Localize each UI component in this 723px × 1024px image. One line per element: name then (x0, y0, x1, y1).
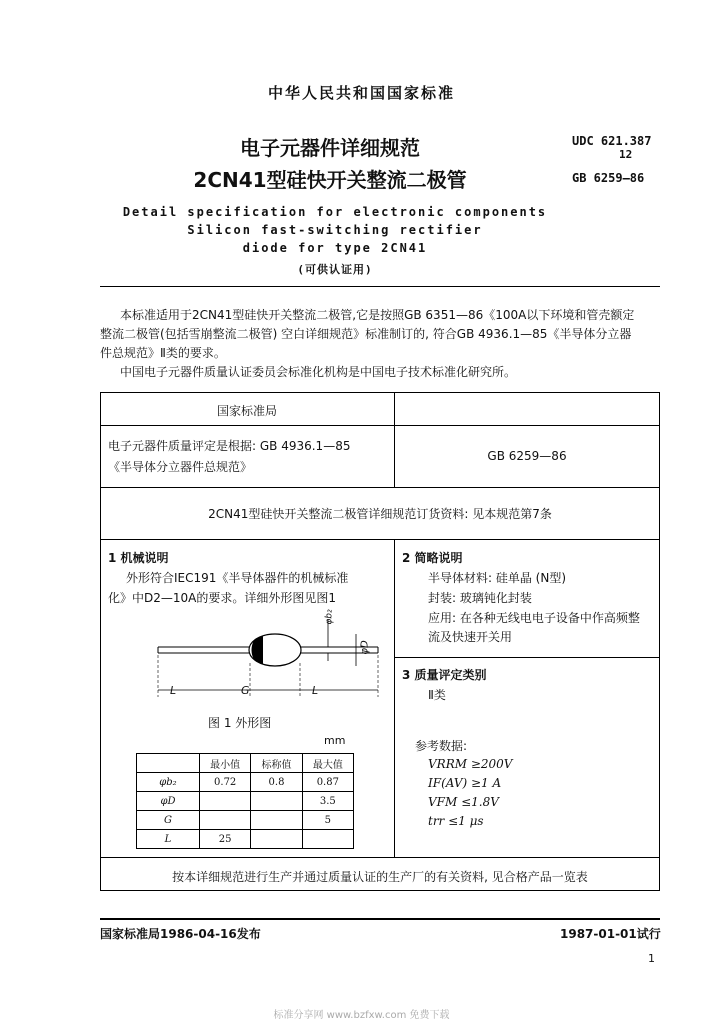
issued-date: 国家标准局1986-04-16发布 (100, 927, 261, 941)
section3-category: Ⅱ类 (428, 688, 446, 702)
basis-line-2: 《半导体分立器件总规范》 (108, 460, 253, 474)
section2-line3: 应用: 在各种无线电电子设备中作高频整 (428, 611, 640, 625)
table-cell: 0.8 (251, 773, 302, 792)
table-cell: 0.87 (302, 773, 353, 792)
row-divider (100, 857, 660, 858)
basis-line-1: 电子元器件质量评定是根据: GB 4936.1—85 (108, 439, 351, 453)
row-divider (100, 539, 660, 540)
section2-heading: 2 简略说明 (402, 551, 463, 565)
column-divider (394, 392, 395, 487)
table-row (137, 830, 354, 849)
table-cell: φb₂ (137, 773, 200, 792)
table-header-cell: 最大值 (302, 754, 353, 773)
section1-heading: 1 机械说明 (108, 551, 169, 565)
dim-label-l-left: L (170, 684, 177, 697)
udc-code-suffix: 12 (619, 148, 633, 161)
table-cell (251, 830, 302, 849)
table-header-cell: 最小值 (200, 754, 251, 773)
english-title-line2: Silicon fast-switching rectifier (187, 223, 483, 237)
section2-line4: 流及快速开关用 (428, 630, 513, 644)
table-cell (200, 811, 251, 830)
dim-label-phi-b: φb₂ (324, 609, 335, 625)
gb-reference-cell: GB 6259—86 (487, 449, 567, 463)
table-cell: 25 (200, 830, 251, 849)
table-cell: 0.72 (200, 773, 251, 792)
section2-line1: 半导体材料: 硅单晶 (N型) (428, 571, 567, 585)
row-divider (100, 425, 660, 426)
header-rule (100, 286, 660, 287)
dim-label-phi-d: φD (359, 640, 371, 655)
table-cell: φD (137, 792, 200, 811)
reference-heading: 参考数据: (415, 739, 468, 753)
section2-line2: 封装: 玻璃钝化封装 (428, 591, 532, 605)
order-info: 2CN41型硅快开关整流二极管详细规范订货资料: 见本规范第7条 (208, 507, 552, 521)
row-divider (100, 487, 660, 488)
figure-caption: 图 1 外形图 (208, 716, 272, 730)
table-header-cell (137, 754, 200, 773)
section1-text-line2: 化》中D2—10A的要求。详细外形图见图1 (108, 591, 336, 605)
dim-label-g: G (241, 684, 250, 697)
table-cell (200, 792, 251, 811)
column-divider (394, 539, 395, 857)
intro-line-3: 件总规范》Ⅱ类的要求。 (100, 346, 226, 360)
footer-rule (100, 918, 660, 920)
dim-label-l-right: L (312, 684, 319, 697)
reference-trr: trr ≤1 μs (428, 814, 484, 828)
section1-text-line1: 外形符合IEC191《半导体器件的机械标准 (126, 571, 349, 585)
intro-line-1: 本标准适用于2CN41型硅快开关整流二极管,它是按照GB 6351—86《100A以下环境和管壳额定 (120, 308, 635, 322)
gb-number: GB 6259—86 (572, 171, 645, 185)
table-cell: L (137, 830, 200, 849)
reference-vfm: VFM ≤1.8V (428, 795, 499, 809)
effective-date: 1987-01-01试行 (560, 927, 661, 941)
intro-paragraph (100, 306, 660, 382)
bottom-note: 按本详细规范进行生产并通过质量认证的生产厂的有关资料, 见合格产品一览表 (172, 870, 588, 884)
table-cell (251, 811, 302, 830)
cathode-band (252, 636, 264, 664)
right-section-divider (394, 657, 660, 658)
table-cell (302, 830, 353, 849)
table-row (137, 811, 354, 830)
watermark: 标准分享网 www.bzfxw.com 免费下载 (273, 1010, 450, 1021)
reference-ifav: IF(AV) ≥1 A (428, 776, 502, 790)
document-title-line1: 电子元器件详细规范 (240, 136, 420, 160)
english-title-line3: diode for type 2CN41 (242, 241, 428, 255)
table-cell: G (137, 811, 200, 830)
page-number: 1 (648, 952, 655, 965)
certification-note: (可供认证用) (297, 263, 373, 276)
section3-heading: 3 质量评定类别 (402, 668, 487, 682)
document-title-line2: 2CN41型硅快开关整流二极管 (193, 168, 467, 192)
english-title-line1: Detail specification for electronic components (122, 205, 548, 219)
dimension-table (136, 753, 354, 849)
authority-cell: 国家标准局 (216, 404, 277, 418)
intro-line-2: 整流二极管(包括雪崩整流二极管) 空白详细规范》标准制订的, 符合GB 4936.1—85《半导体分立器 (100, 327, 632, 341)
table-cell: 5 (302, 811, 353, 830)
intro-line-4: 中国电子元器件质量认证委员会标准化机构是中国电子技术标准化研究所。 (120, 365, 517, 379)
table-cell: 3.5 (302, 792, 353, 811)
table-row (137, 773, 354, 792)
table-header-cell: 标称值 (251, 754, 302, 773)
unit-label: mm (324, 734, 346, 747)
table-cell (251, 792, 302, 811)
table-header-row (137, 754, 354, 773)
national-standard-title: 中华人民共和国国家标准 (267, 84, 455, 102)
table-row (137, 792, 354, 811)
udc-code: UDC 621.387 (572, 134, 652, 148)
reference-vrrm: VRRM ≥200V (428, 757, 513, 771)
diode-outline-drawing (150, 605, 390, 710)
